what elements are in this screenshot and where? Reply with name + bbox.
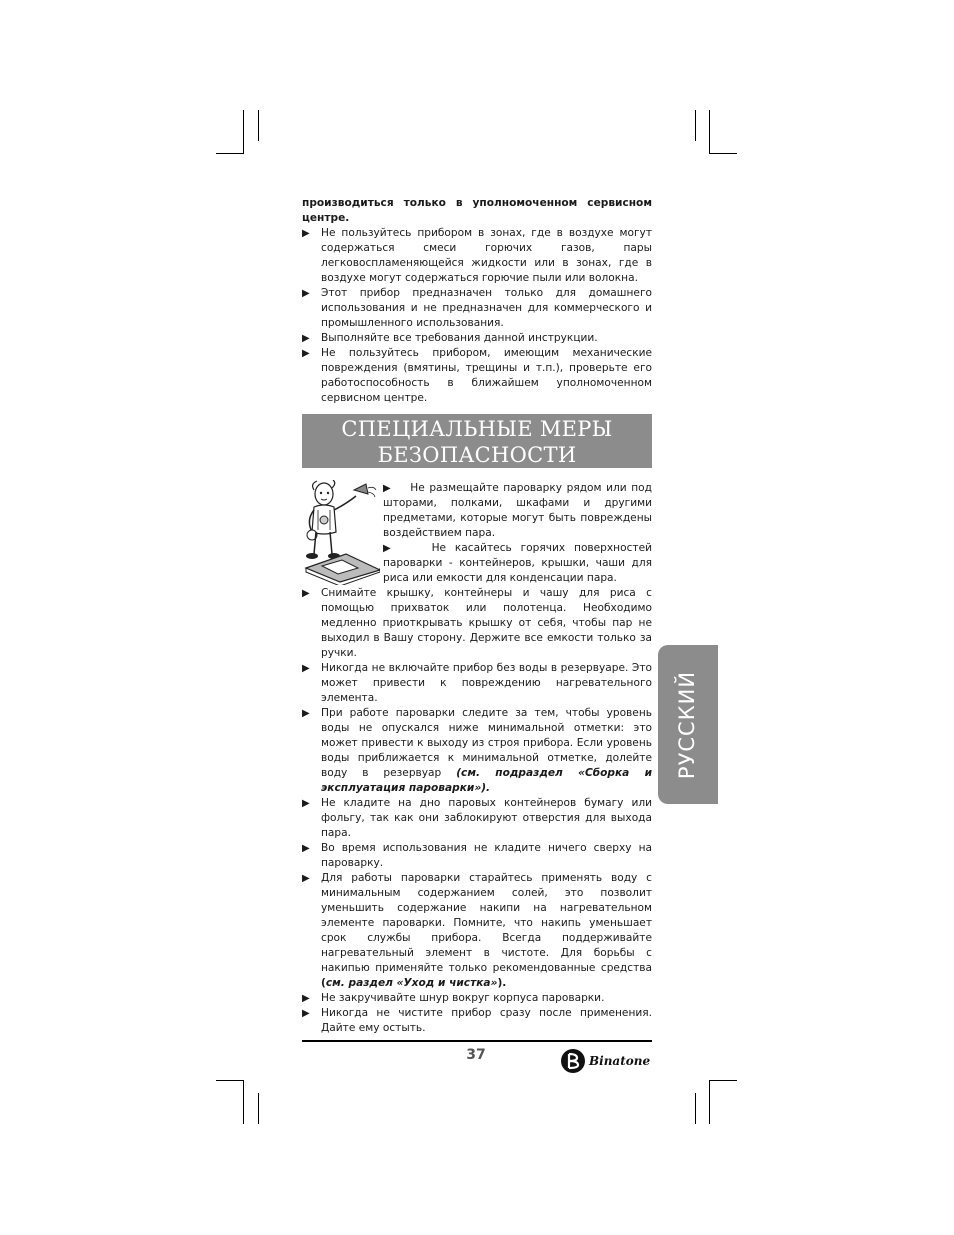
crop-mark: [243, 110, 244, 154]
list-item: ▶ Выполняйте все требования данной инструкции.: [302, 332, 598, 344]
brand-logo: [560, 1046, 650, 1076]
crop-mark: [258, 110, 259, 141]
bullet-icon: ▶: [302, 333, 310, 344]
crop-mark: [709, 153, 737, 154]
section-heading-line1: СПЕЦИАЛЬНЫЕ МЕРЫ: [341, 417, 613, 441]
bullet-icon: ▶: [302, 348, 310, 359]
crop-mark: [216, 1080, 244, 1081]
bullet-icon: ▶: [302, 843, 310, 854]
list-item: ▶ Снимайте крышку, контейнеры и чашу для риса с помощью прихваток или полотенца. Необходимо медленно приоткрывать крышку от себя, чтобы пар не выходил в Вашу сторону. Держите все емкости только за ручки.: [302, 587, 652, 659]
bullet-icon: ▶: [383, 543, 397, 554]
section-heading-line2: БЕЗОПАСНОСТИ: [377, 443, 577, 467]
reference-text: (см. подраздел «Сборка и эксплуатация пароварки»).: [321, 767, 653, 794]
brand-name: Binatone: [589, 1054, 651, 1068]
list-item: ▶ Не закручивайте шнур вокруг корпуса пароварки.: [302, 992, 605, 1004]
bullet-icon: ▶: [302, 663, 310, 674]
list-item: ▶ Для работы пароварки старайтесь применять воду с минимальным содержанием солей, это позволит уменьшить содержание накипи на нагревательном элементе пароварки. Помните, что накипь уменьшает срок службы прибора. Всегда поддерживайте нагревательный элемент в чистоте. Для борьбы с накипью применяйте только рекомендованные средства (см. раздел «Уход и чистка»).: [302, 872, 652, 989]
section-heading: [302, 414, 652, 468]
reference-text: см. раздел «Уход и чистка»: [325, 977, 498, 989]
bullet-icon: ▶: [302, 993, 310, 1004]
illustrated-items: [383, 481, 652, 586]
top-section: [302, 196, 652, 406]
man-with-steamer-icon: [302, 480, 380, 585]
bullet-icon: ▶: [302, 873, 310, 884]
list-item: ▶ Во время использования не кладите ничего сверху на пароварку.: [302, 842, 652, 869]
list-item: ▶ Не касайтесь горячих поверхностей пароварки - контейнеров, крышки, чаши для риса или емкости для конденсации пара.: [383, 542, 652, 584]
binatone-logo-icon: [560, 1048, 586, 1074]
bullet-icon: ▶: [383, 483, 392, 494]
crop-mark: [695, 110, 696, 141]
bullet-icon: ▶: [302, 288, 310, 299]
footer-divider: [302, 1040, 652, 1042]
list-item: ▶ Не пользуйтесь прибором, имеющим механические повреждения (вмятины, трещины и т.п.), проверьте его работоспособность в ближайшем уполномоченном сервисном центре.: [302, 347, 652, 404]
crop-mark: [709, 1080, 710, 1124]
crop-mark: [709, 1080, 737, 1081]
crop-mark: [216, 153, 244, 154]
language-tab: [658, 645, 718, 804]
list-item: ▶ Не размещайте пароварку рядом или под шторами, полками, шкафами и другими предметами, которые могут быть повреждены воздействием пара.: [383, 482, 652, 539]
bullet-icon: ▶: [302, 228, 310, 239]
list-item: ▶ Этот прибор предназначен только для домашнего использования и не предназначен для коммерческого и промышленного использования.: [302, 287, 652, 329]
bullet-icon: ▶: [302, 798, 310, 809]
list-item: ▶ Не кладите на дно паровых контейнеров бумагу или фольгу, так как они заблокируют отверстия для выхода пара.: [302, 797, 652, 839]
crop-mark: [258, 1093, 259, 1124]
bullet-icon: ▶: [302, 708, 310, 719]
safety-list: [302, 586, 652, 1036]
page-number: 37: [466, 1047, 486, 1063]
list-item: ▶ При работе пароварки следите за тем, чтобы уровень воды не опускался ниже минимальной отметки: это может привести к выходу из строя прибора. Если уровень воды приближается к минимальной отметке, долейте воду в резервуар (см. подраздел «Сборка и эксплуатация пароварки»).: [302, 707, 653, 794]
list-item: ▶ Никогда не включайте прибор без воды в резервуаре. Это может привести к повреждению нагревательного элемента.: [302, 662, 652, 704]
language-tab-label: РУССКИЙ: [675, 670, 699, 780]
continuation-text: производиться только в уполномоченном сервисном центре.: [302, 197, 652, 224]
crop-mark: [243, 1080, 244, 1124]
bullet-icon: ▶: [302, 588, 310, 599]
crop-mark: [695, 1093, 696, 1124]
crop-mark: [709, 110, 710, 154]
list-item: ▶ Никогда не чистите прибор сразу после применения. Дайте ему остыть.: [302, 1007, 652, 1034]
bullet-icon: ▶: [302, 1008, 310, 1019]
list-item: ▶ Не пользуйтесь прибором в зонах, где в воздухе могут содержаться смеси горючих газов, пары легковоспламеняющейся жидкости или в зонах, где в воздухе могут содержаться горючие пыли или волокна.: [302, 227, 652, 284]
